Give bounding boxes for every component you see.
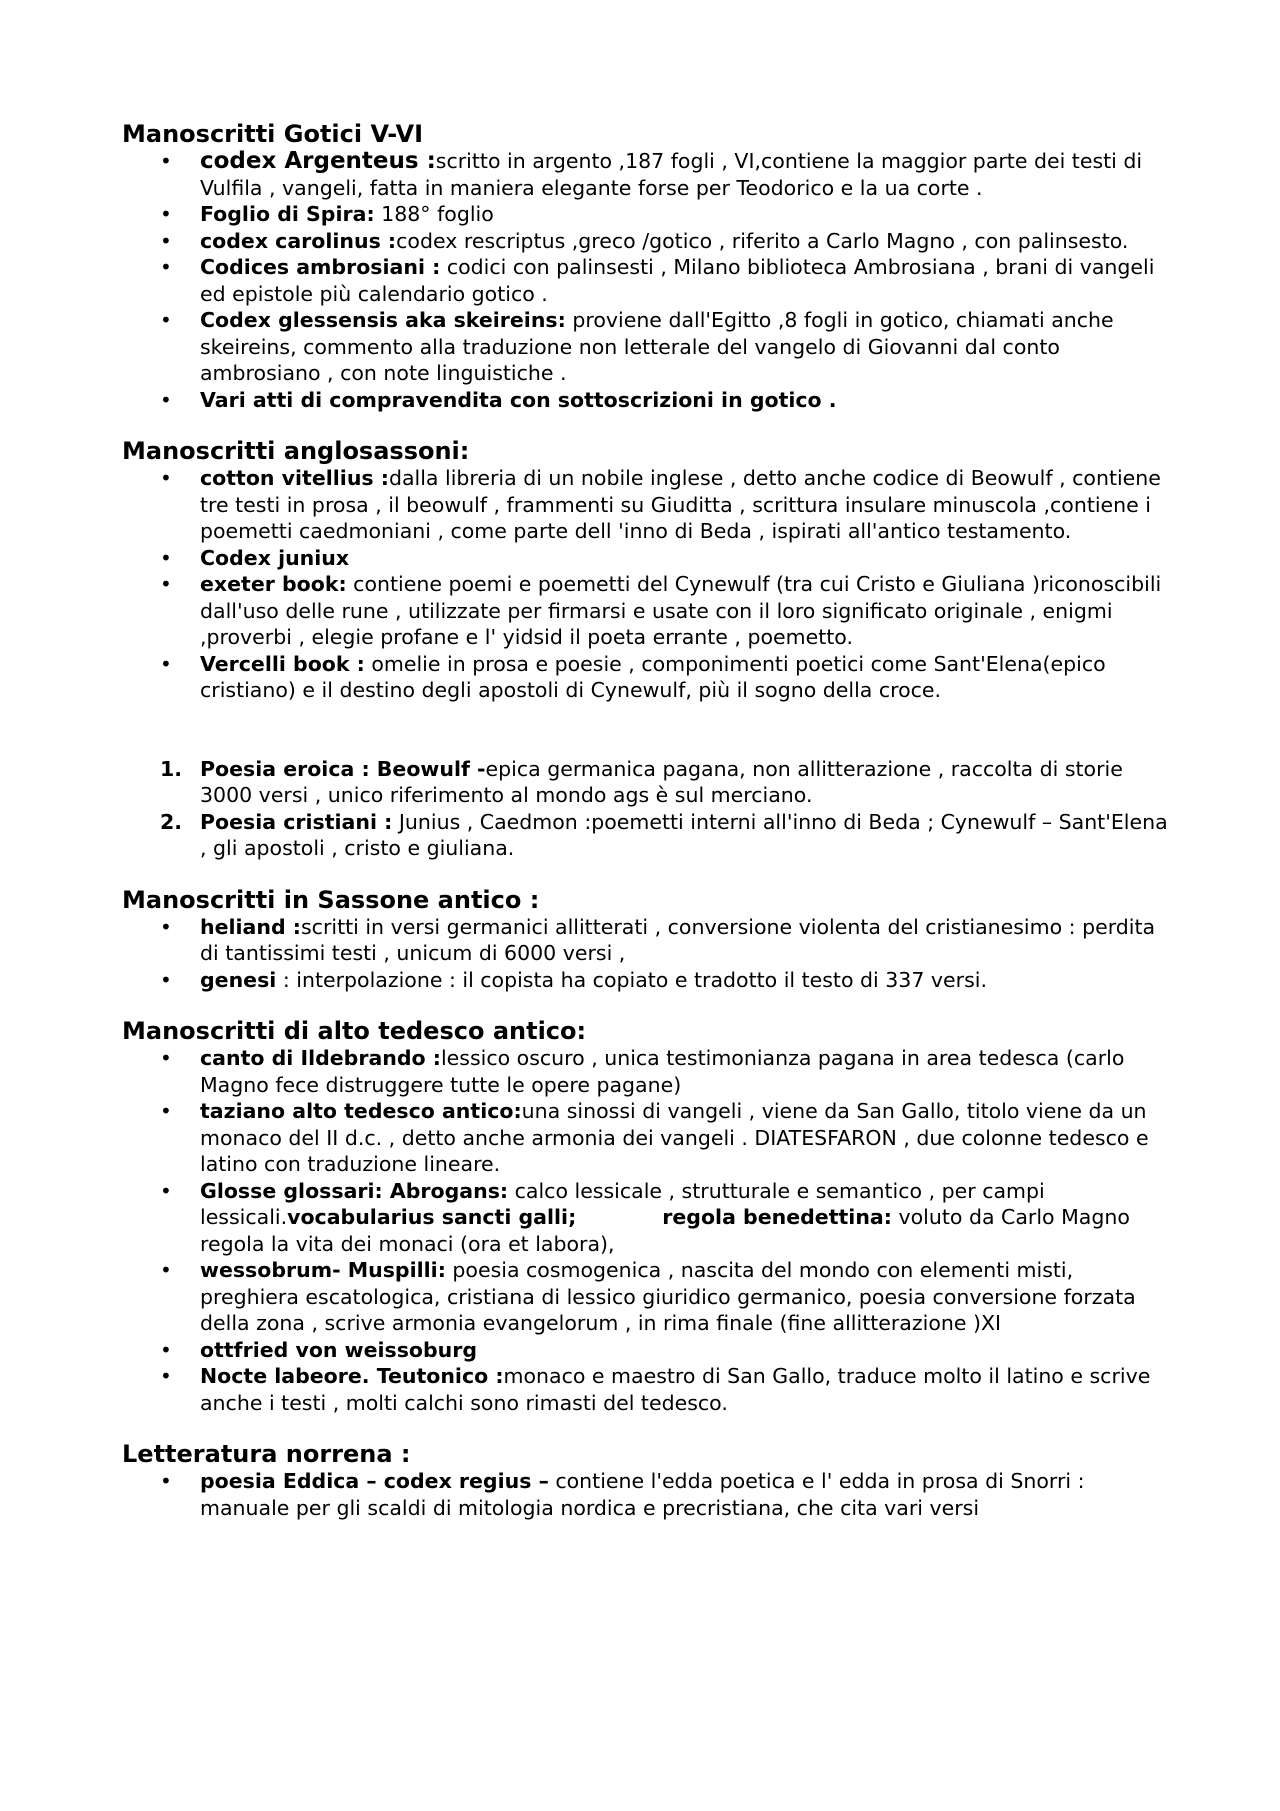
bullet-icon: • [160,202,172,226]
list-item: • canto di Ildebrando :lessico oscuro , unica testimonianza pagana in area tedesca (carlo Magno fece distruggere tutte le opere pagane) [160,1046,1125,1097]
list-norrena [122,1468,1172,1521]
bullet-icon: • [160,1099,172,1123]
list-item: • codex Argenteus :scritto in argento ,187 fogli , VI,contiene la maggior parte dei testi di Vulfila , vangeli, fatta in maniera elegante forse per Teodorico e la ua corte . [160,148,1143,200]
list-item: • wessobrum- Muspilli: poesia cosmogenica , nascita del mondo con elementi misti, preghiera escatologica, cristiana di lessico giuridico germanico, poesia conversione forzata della zona , scrive armonia evangelorum , in rima finale (fine allitterazione )XI [160,1258,1136,1335]
bullet-icon: • [160,308,172,332]
bullet-icon: • [160,387,172,412]
list-item: • Codex glessensis aka skeireins: proviene dall'Egitto ,8 fogli in gotico, chiamati anche skeireins, commento alla traduzione non letterale del vangelo di Giovanni dal conto ambrosiano , con note linguistiche . [160,308,1114,385]
bullet-icon: • [160,1258,172,1282]
bullet-icon: • [160,1046,172,1070]
list-item: • Vercelli book : omelie in prosa e poesie , componimenti poetici come Sant'Elena(epico cristiano) e il destino degli apostoli di Cynewulf, più il sogno della croce. [160,651,1106,702]
bullet-icon: • [160,1178,172,1203]
list-item: • Vari atti di compravendita con sottoscrizioni in gotico . [160,387,837,412]
list-item: 2. Poesia cristiani : Junius , Caedmon :poemetti interni all'inno di Beda ; Cynewulf – Sant'Elena , gli apostoli , cristo e giuliana. [160,809,1168,860]
list-sassone [122,914,1172,994]
section-title-gotici: Manoscritti Gotici V-VI [122,120,423,148]
list-item: • cotton vitellius :dalla libreria di un nobile inglese , detto anche codice di Beowulf , contiene tre testi in prosa , il beowulf , frammenti su Giuditta , scrittura insulare minuscola ,contiene i poemetti caedmoniani , come parte dell 'inno di Beda , ispirati all'antico testamento. [160,466,1161,543]
list-item: • Glosse glossari: Abrogans: calco lessicale , strutturale e semantico , per campi lessicali.vocabularius sancti galli; regola benedettina: voluto da Carlo Magno regola la vita dei monaci (ora et labora), [160,1178,1130,1256]
bullet-icon: • [160,651,172,676]
document-page [122,120,1172,1521]
list-item: 1. Poesia eroica : Beowulf -epica germanica pagana, non allitterazione , raccolta di storie 3000 versi , unico riferimento al mondo ags è sul merciano. [160,756,1123,807]
bullet-icon: • [160,1337,172,1362]
bullet-icon: • [160,1364,172,1388]
list-gotici [122,148,1172,413]
list-item: • Nocte labeore. Teutonico :monaco e maestro di San Gallo, traduce molto il latino e scrive anche i testi , molti calchi sono rimasti del tedesco. [160,1364,1151,1415]
bullet-icon: • [160,967,172,992]
section-title-anglosassoni: Manoscritti anglosassoni: [122,437,470,465]
list-item: • Foglio di Spira: 188° foglio [160,202,494,226]
bullet-icon: • [160,228,172,253]
list-tedesco [122,1045,1172,1416]
list-item: • genesi : interpolazione : il copista ha copiato e tradotto il testo di 337 versi. [160,967,987,992]
bullet-icon: • [160,545,172,570]
section-title-tedesco: Manoscritti di alto tedesco antico: [122,1017,587,1045]
list-item: • taziano alto tedesco antico:una sinossi di vangeli , viene da San Gallo, titolo viene da un monaco del II d.c. , detto anche armonia dei vangeli . DIATESFARON , due colonne tedesco e latino con traduzione lineare. [160,1099,1149,1176]
list-poesia [122,756,1172,862]
list-item: • poesia Eddica – codex regius – contiene l'edda poetica e l' edda in prosa di Snorri : manuale per gli scaldi di mitologia nordica e precristiana, che cita vari versi [160,1469,1085,1520]
list-item: • Codices ambrosiani : codici con palinsesti , Milano biblioteca Ambrosiana , brani di vangeli ed epistole più calendario gotico . [160,255,1155,306]
list-item: • codex carolinus :codex rescriptus ,greco /gotico , riferito a Carlo Magno , con palinsesto. [160,228,1129,253]
bullet-icon: • [160,572,172,596]
list-item: • heliand :scritti in versi germanici allitterati , conversione violenta del cristianesimo : perdita di tantissimi testi , unicum di 6000 versi , [160,914,1156,965]
list-item: • ottfried von weissoburg [160,1337,478,1362]
list-anglosassoni [122,465,1172,704]
list-item: • Codex juniux [160,545,350,570]
bullet-icon: • [160,914,172,939]
bullet-icon: • [160,149,172,173]
bullet-icon: • [160,255,172,279]
list-item: • exeter book: contiene poemi e poemetti del Cynewulf (tra cui Cristo e Giuliana )riconoscibili dall'uso delle rune , utilizzate per firmarsi e usate con il loro significato originale , enigmi ,proverbi , elegie profane e l' yidsid il poeta errante , poemetto. [160,572,1162,649]
section-title-sassone: Manoscritti in Sassone antico : [122,885,540,914]
bullet-icon: • [160,466,172,490]
bullet-icon: • [160,1469,172,1493]
section-title-norrena: Letteratura norrena : [122,1440,411,1468]
